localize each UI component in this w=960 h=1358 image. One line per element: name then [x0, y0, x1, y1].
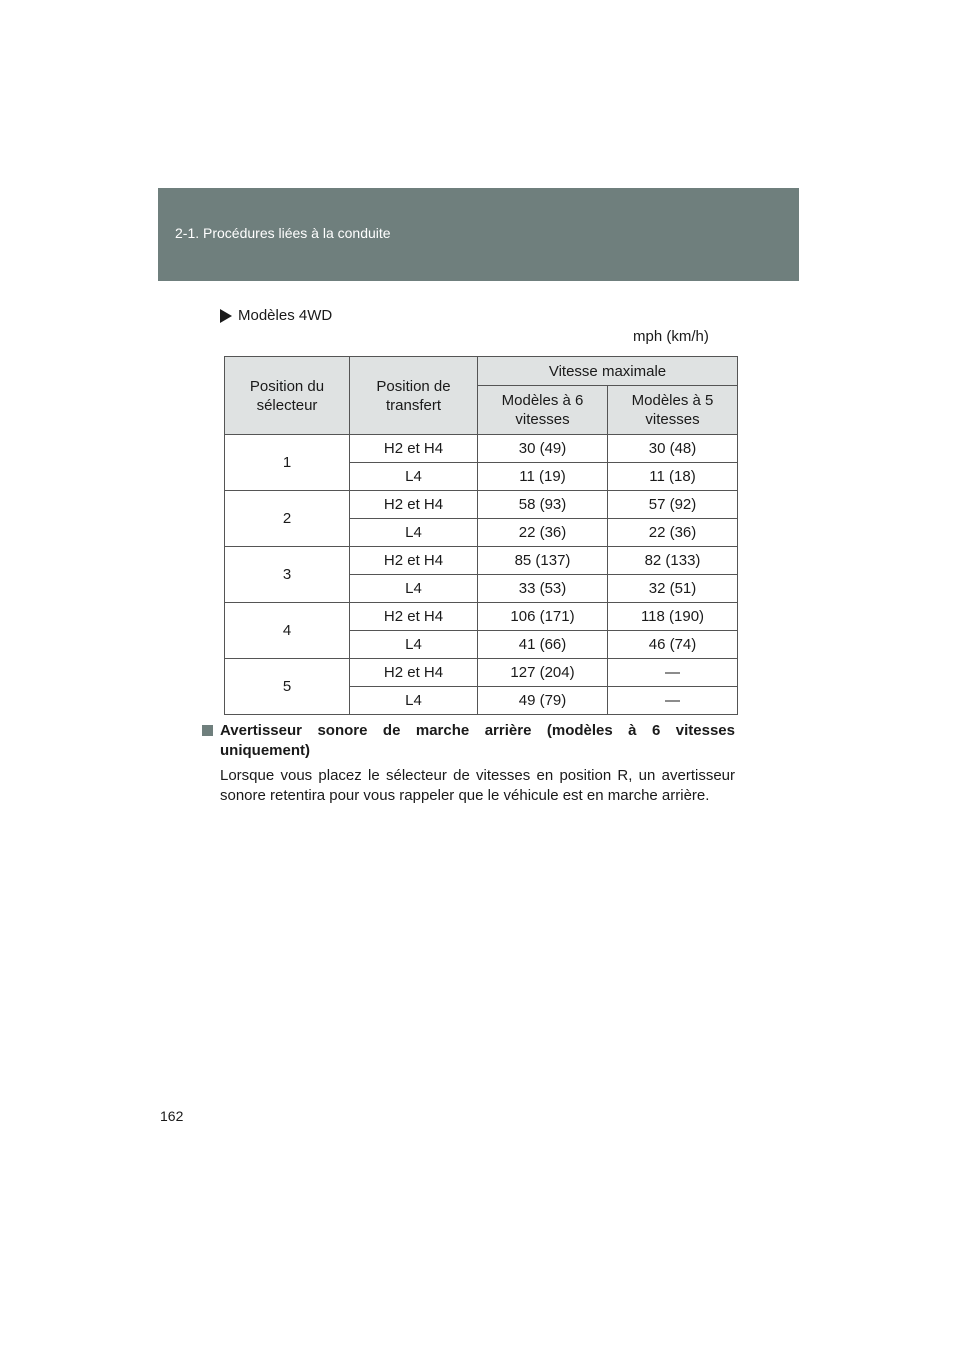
header-five-speed: Modèles à 5 vitesses: [608, 386, 738, 435]
reverse-warning-title: Avertisseur sonore de marche arrière (modèles à 6 vitesses uniquement): [220, 722, 735, 759]
table-row: [225, 547, 738, 575]
triangle-bullet-icon: [220, 309, 232, 323]
five-speed-cell: —: [608, 659, 738, 687]
header-transfer-position: Position de transfert: [350, 357, 478, 435]
gear-cell: 5: [225, 659, 350, 715]
transfer-cell: H2 et H4: [350, 603, 478, 631]
six-speed-cell: 85 (137): [478, 547, 608, 575]
header-six-speed: Modèles à 6 vitesses: [478, 386, 608, 435]
six-speed-cell: 106 (171): [478, 603, 608, 631]
five-speed-cell: 82 (133): [608, 547, 738, 575]
five-speed-cell: 32 (51): [608, 575, 738, 603]
transfer-cell: H2 et H4: [350, 547, 478, 575]
five-speed-cell: 118 (190): [608, 603, 738, 631]
five-speed-cell: 57 (92): [608, 491, 738, 519]
header-max-speed: Vitesse maximale: [478, 357, 738, 386]
transfer-cell: L4: [350, 519, 478, 547]
six-speed-cell: 49 (79): [478, 687, 608, 715]
transfer-cell: H2 et H4: [350, 435, 478, 463]
table-row: [225, 659, 738, 687]
six-speed-cell: 41 (66): [478, 631, 608, 659]
transfer-cell: L4: [350, 687, 478, 715]
transfer-cell: L4: [350, 463, 478, 491]
five-speed-cell: —: [608, 687, 738, 715]
five-speed-cell: 22 (36): [608, 519, 738, 547]
six-speed-cell: 58 (93): [478, 491, 608, 519]
section-title: 2-1. Procédures liées à la conduite: [175, 225, 391, 241]
header-shift-position: Position du sélecteur: [225, 357, 350, 435]
reverse-warning-heading: [202, 721, 735, 761]
square-bullet-icon: [202, 725, 213, 736]
gear-cell: 3: [225, 547, 350, 603]
five-speed-cell: 46 (74): [608, 631, 738, 659]
five-speed-cell: 11 (18): [608, 463, 738, 491]
page-number: 162: [160, 1108, 184, 1124]
transfer-cell: L4: [350, 575, 478, 603]
transfer-cell: H2 et H4: [350, 659, 478, 687]
five-speed-cell: 30 (48): [608, 435, 738, 463]
transfer-cell: L4: [350, 631, 478, 659]
table-row: [225, 603, 738, 631]
transfer-cell: H2 et H4: [350, 491, 478, 519]
reverse-warning-body: Lorsque vous placez le sélecteur de vitesses en position R, un avertisseur sonore retentira pour vous rappeler que le véhicule est en marche arrière.: [220, 767, 735, 804]
gear-cell: 2: [225, 491, 350, 547]
six-speed-cell: 33 (53): [478, 575, 608, 603]
six-speed-cell: 127 (204): [478, 659, 608, 687]
table-row: [225, 435, 738, 463]
six-speed-cell: 11 (19): [478, 463, 608, 491]
subsection-label: Modèles 4WD: [238, 307, 333, 324]
section-header-bar: [158, 188, 799, 281]
gear-cell: 1: [225, 435, 350, 491]
six-speed-cell: 30 (49): [478, 435, 608, 463]
units-label: mph (km/h): [633, 328, 709, 345]
gear-cell: 4: [225, 603, 350, 659]
subsection-heading: [220, 307, 332, 324]
max-speed-table: [224, 356, 738, 715]
table-row: [225, 491, 738, 519]
six-speed-cell: 22 (36): [478, 519, 608, 547]
